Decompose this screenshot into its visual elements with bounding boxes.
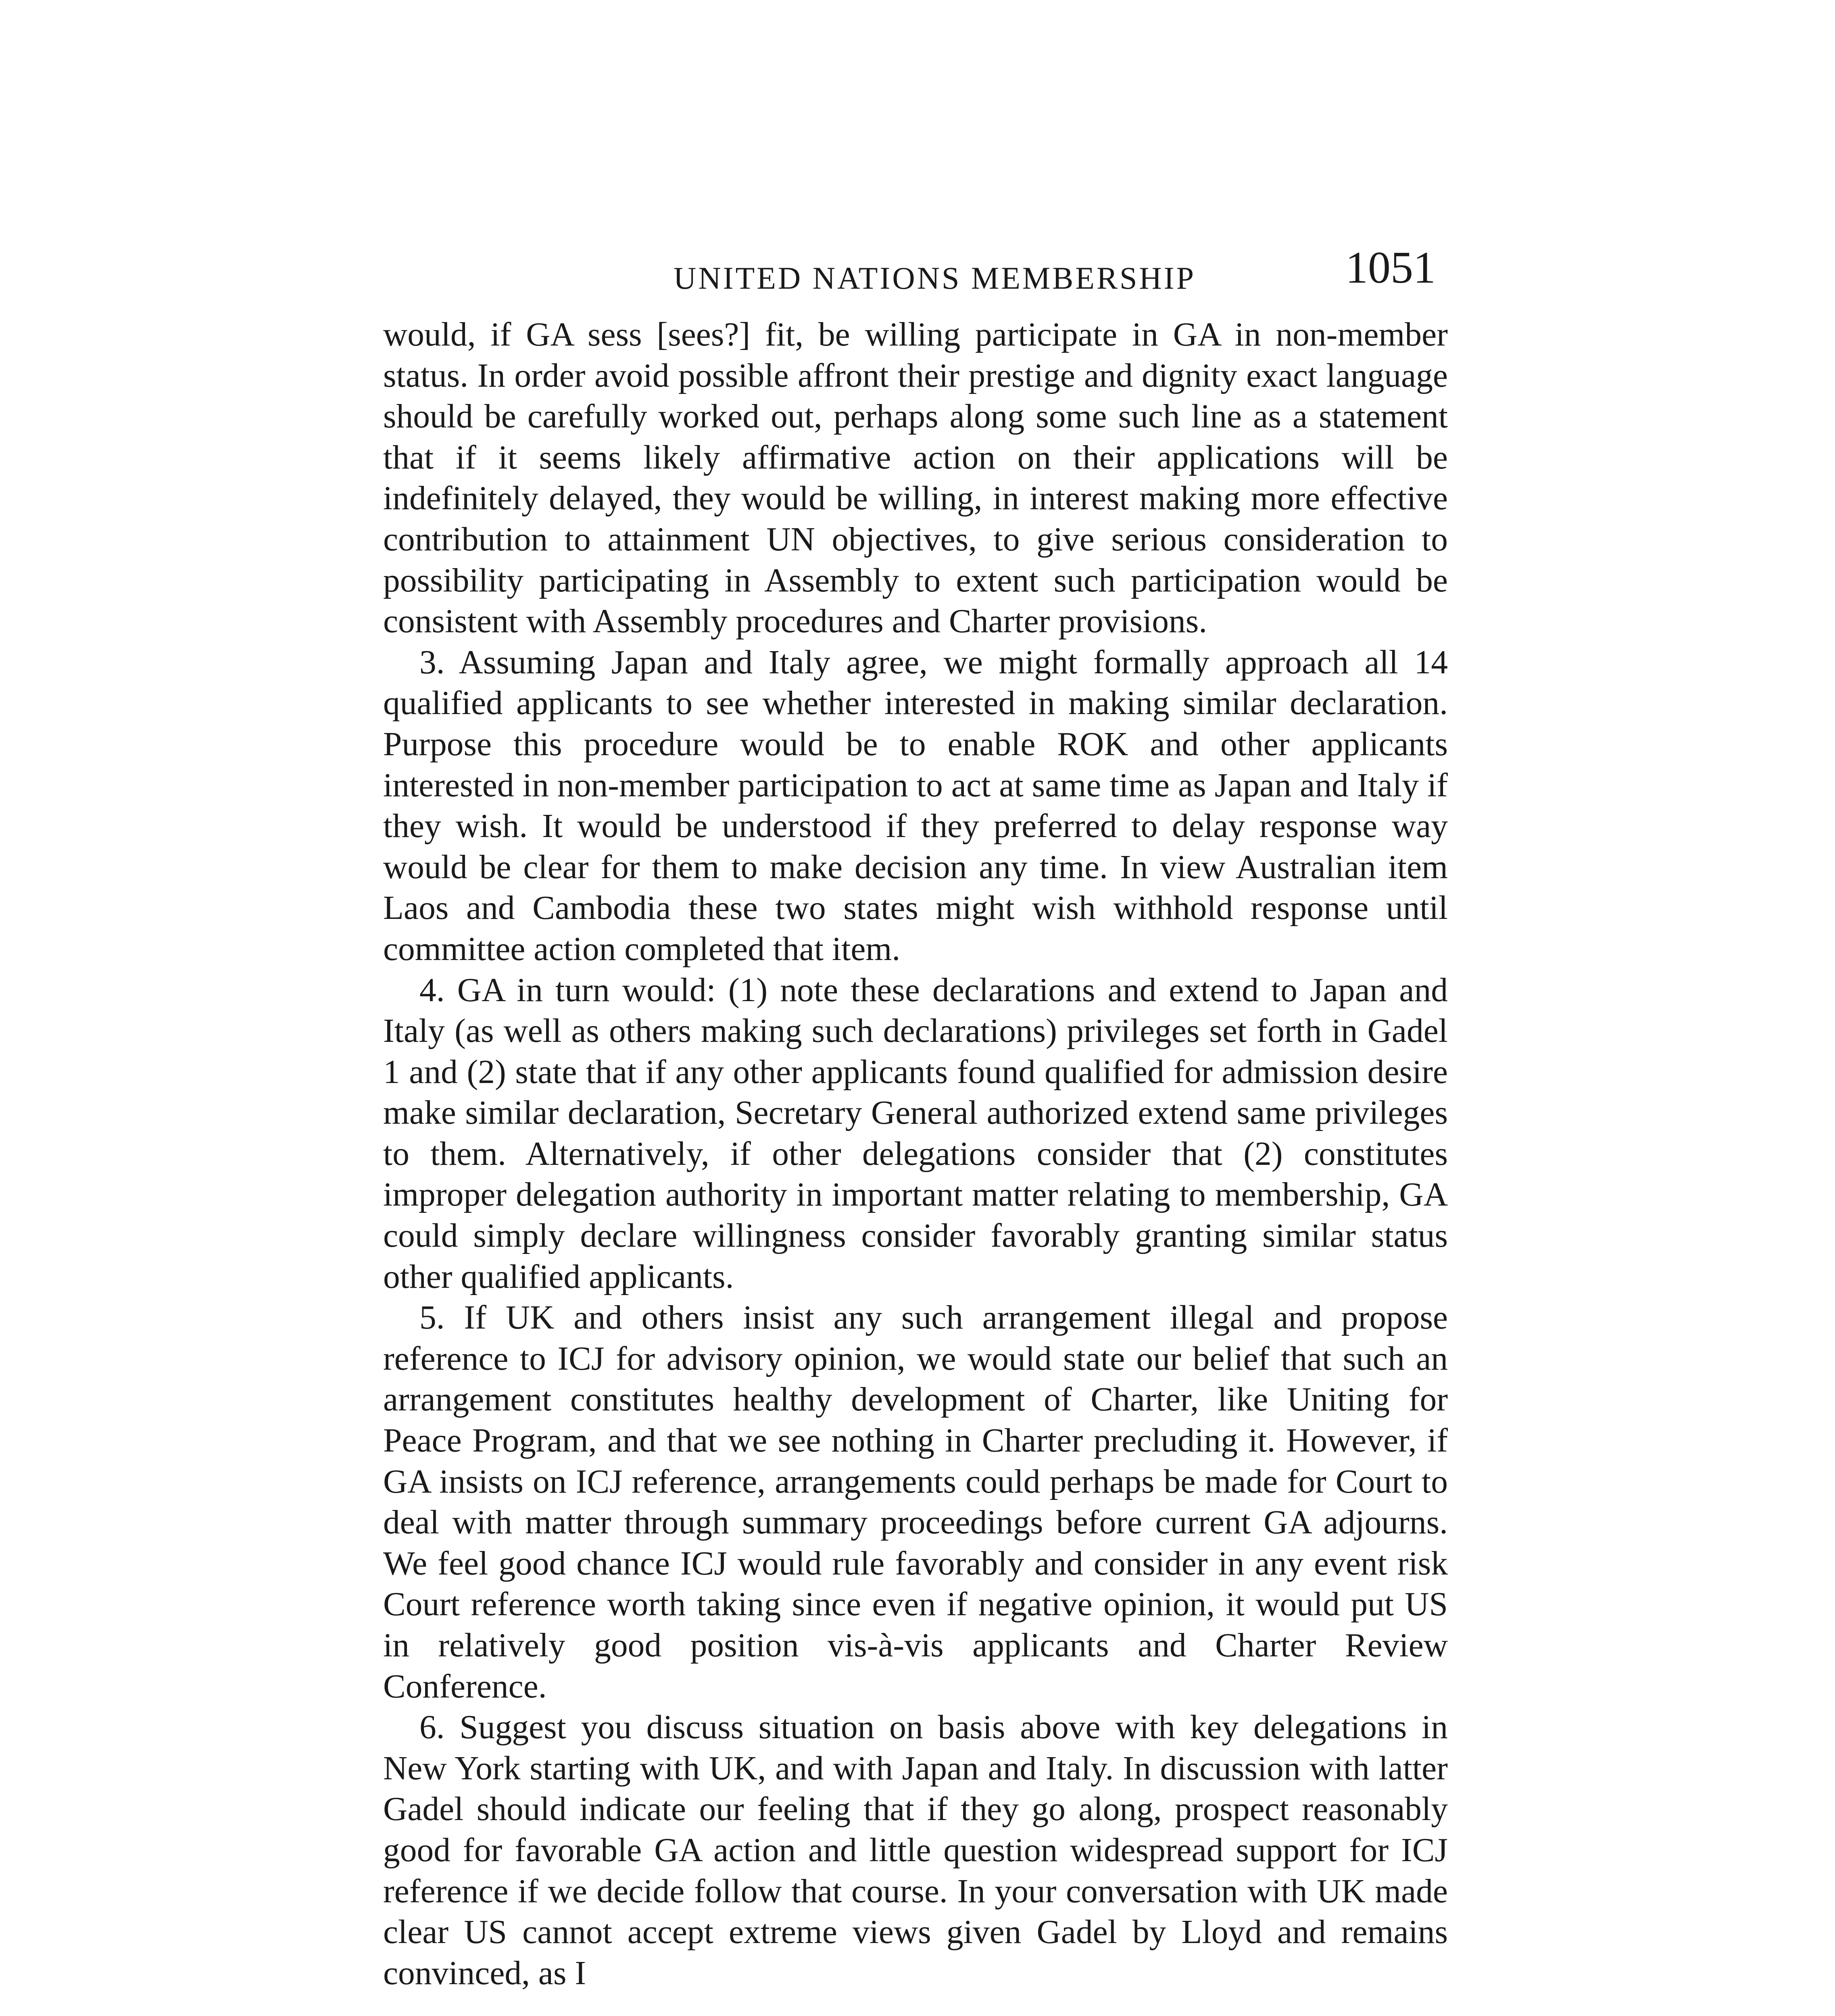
paragraph-5: 5. If UK and others insist any such arrangement illegal and propose reference to ICJ for advisory opinion, we would state our belief that such an arrangement constitutes healthy development of Charter, like Uniting for Peace Program, and that we see nothing in Charter precluding it. However, if GA insists on ICJ reference, arrangements could perhaps be made for Court to deal with matter through summary proceedings before current GA adjourns. We feel good chance ICJ would rule favorably and consider in any event risk Court reference worth taking since even if negative opinion, it would put US in relatively good position vis-à-vis applicants and Charter Review Conference. xyxy=(383,1299,1448,1705)
running-header xyxy=(383,242,1448,302)
paragraph-4: 4. GA in turn would: (1) note these declarations and extend to Japan and Italy (as well as others making such declarations) privileges set forth in Gadel 1 and (2) state that if any other applicants found qualified for admission desire make similar declaration, Secretary General authorized extend same privileges to them. Alternatively, if other delegations consider that (2) constitutes improper delegation authority in important matter relating to membership, GA could simply declare willingness consider favorably granting similar status other qualified applicants. xyxy=(383,971,1448,1295)
page-number: 1051 xyxy=(1345,243,1436,293)
paragraph-continuation: would, if GA sess [sees?] fit, be willing participate in GA in non-member status. In order avoid possible affront their prestige and dignity exact language should be carefully worked out, perhaps along some such line as a statement that if it seems likely affirmative action on their applications will be indefinitely delayed, they would be willing, in interest making more effective contribution to attainment UN objectives, to give serious consideration to possibility participating in Assembly to extent such participation would be consistent with Assembly procedures and Charter provisions. xyxy=(383,316,1448,640)
running-title: UNITED NATIONS MEMBERSHIP xyxy=(674,260,1196,296)
paragraph-3: 3. Assuming Japan and Italy agree, we might formally approach all 14 qualified applicants to see whether interested in making similar declaration. Purpose this procedure would be to enable ROK and other applicants interested in non-member participation to act at same time as Japan and Italy if they wish. It would be understood if they preferred to delay response way would be clear for them to make decision any time. In view Australian item Laos and Cambodia these two states might wish withhold response until committee action completed that item. xyxy=(383,644,1448,968)
body-text xyxy=(383,314,1448,1994)
paragraph-6: 6. Suggest you discuss situation on basis above with key delegations in New York starting with UK, and with Japan and Italy. In discussion with latter Gadel should indicate our feeling that if they go along, prospect reasonably good for favorable GA action and little question widespread support for ICJ reference if we decide follow that course. In your conversation with UK made clear US cannot accept extreme views given Gadel by Lloyd and remains convinced, as I xyxy=(383,1709,1448,1992)
